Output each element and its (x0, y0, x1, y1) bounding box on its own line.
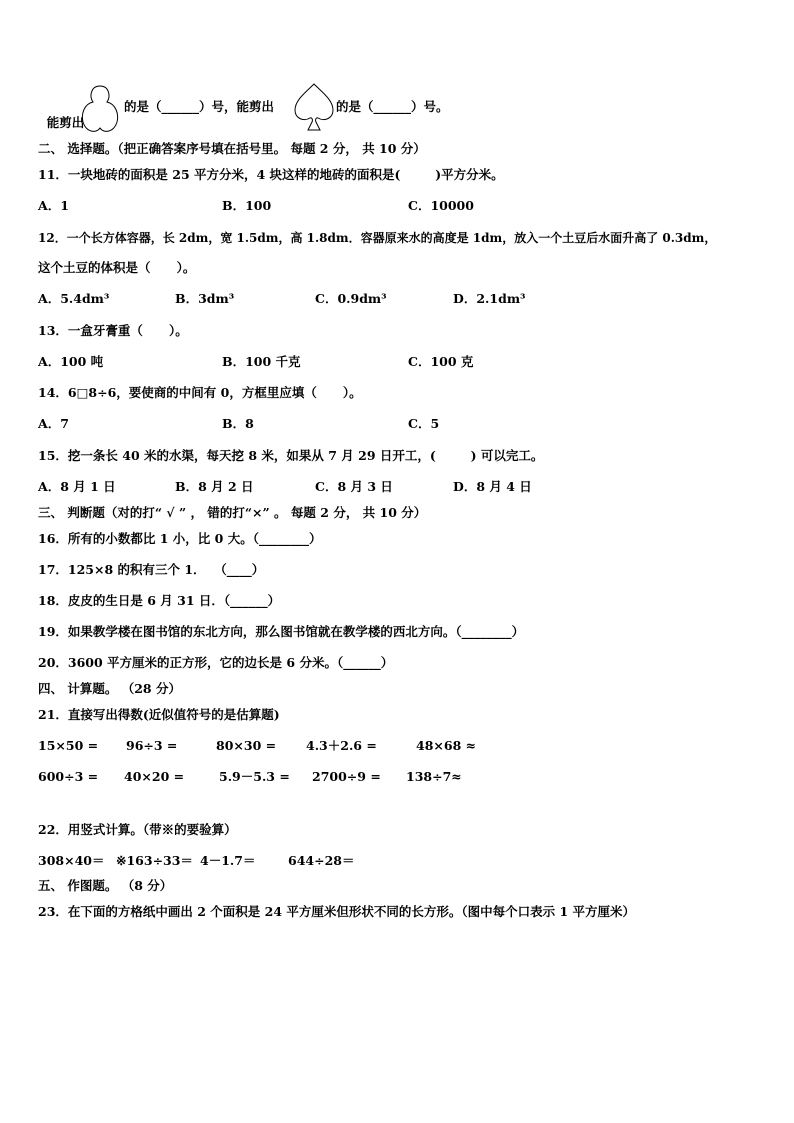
question-19: 19．如果教学楼在图书馆的东北方向，那么图书馆就在教学楼的西北方向。（________） (38, 624, 525, 639)
section-heading-2: 二、 选择题。（把正确答案序号填在括号里。 每题 2 分， 共 10 分） (38, 141, 426, 156)
calc-item: 138÷7≈ (406, 769, 462, 784)
question-16: 16．所有的小数都比 1 小，比 0 大。（________） (38, 531, 322, 546)
spade-shape-icon (292, 80, 336, 134)
q13-option-c: C．100 克 (408, 354, 474, 369)
question-12-line1: 12．一个长方体容器，长 2dm，宽 1.5dm，高 1.8dm．容器原来水的高度是 1dm，放入一个土豆后水面升高了 0.3dm， (38, 231, 717, 245)
section-heading-5: 五、 作图题。 （8 分） (38, 878, 173, 893)
calc-item: 600÷3 = (38, 769, 99, 784)
q12-option-a: A．5.4dm³ (38, 291, 110, 306)
question-13: 13．一盒牙膏重（ ）。 (38, 323, 188, 338)
calc-item: 80×30 = (216, 738, 277, 753)
question-12-line2: 这个土豆的体积是（ ）。 (38, 260, 196, 275)
question-22: 22．用竖式计算。（带※的要验算） (38, 822, 237, 837)
question-17: 17．125×8 的积有三个 1． （____） (38, 562, 265, 577)
calc-item: 2700÷9 = (312, 769, 381, 784)
shape-text-1: 能剪出 (46, 115, 85, 130)
q15-option-a: A．8 月 1 日 (38, 479, 116, 494)
q14-option-c: C．5 (408, 416, 440, 431)
q15-option-b: B．8 月 2 日 (175, 479, 254, 494)
q15-option-d: D．8 月 4 日 (453, 479, 532, 494)
q13-option-a: A．100 吨 (38, 354, 104, 369)
shape-text-3: 的是（______）号。 (336, 99, 449, 114)
gourd-shape-icon (78, 82, 122, 136)
question-20: 20．3600 平方厘米的正方形，它的边长是 6 分米。（______） (38, 655, 394, 670)
q11-option-a: A．1 (38, 198, 69, 213)
calc-item: 96÷3 = (126, 738, 178, 753)
question-14: 14．6□8÷6，要使商的中间有 0，方框里应填（ ）。 (38, 385, 362, 400)
q12-option-b: B．3dm³ (175, 291, 235, 306)
q14-option-a: A．7 (38, 416, 69, 431)
section-heading-4: 四、 计算题。 （28 分） (38, 681, 181, 696)
calc-item: 40×20 = (124, 769, 185, 784)
section-heading-3: 三、 判断题（对的打“ √ ” ， 错的打“×” 。 每题 2 分， 共 10 分） (38, 505, 427, 520)
q15-option-c: C．8 月 3 日 (315, 479, 393, 494)
q12-option-d: D．2.1dm³ (453, 291, 526, 306)
q13-option-b: B．100 千克 (222, 354, 301, 369)
q14-option-b: B．8 (222, 416, 254, 431)
q11-option-c: C．10000 (408, 198, 474, 213)
question-18: 18．皮皮的生日是 6 月 31 日．（______） (38, 593, 281, 608)
calc-item: 15×50 = (38, 738, 99, 753)
question-15: 15．挖一条长 40 米的水渠，每天挖 8 米，如果从 7 月 29 日开工，( ) 可以完工。 (38, 448, 544, 463)
question-11: 11．一块地砖的面积是 25 平方分米，4 块这样的地砖的面积是( )平方分米。 (38, 167, 504, 182)
vertical-calc-item: 308×40＝ (38, 853, 105, 868)
calc-item: 48×68 ≈ (416, 738, 477, 753)
q11-option-b: B．100 (222, 198, 272, 213)
question-23: 23．在下面的方格纸中画出 2 个面积是 24 平方厘米但形状不同的长方形。（图中每个口表示 1 平方厘米） (38, 904, 636, 919)
shape-text-2: 的是（______）号，能剪出 (124, 99, 275, 114)
calc-item: 5.9－5.3 = (219, 769, 290, 784)
calc-item: 4.3＋2.6 = (306, 738, 377, 753)
question-21: 21．直接写出得数(近似值符号的是估算题) (38, 707, 280, 722)
vertical-calc-item: 644÷28＝ (288, 853, 355, 868)
vertical-calc-item: 4－1.7＝ (200, 853, 256, 868)
vertical-calc-item: ※163÷33＝ (116, 853, 193, 868)
q12-option-c: C．0.9dm³ (315, 291, 387, 306)
